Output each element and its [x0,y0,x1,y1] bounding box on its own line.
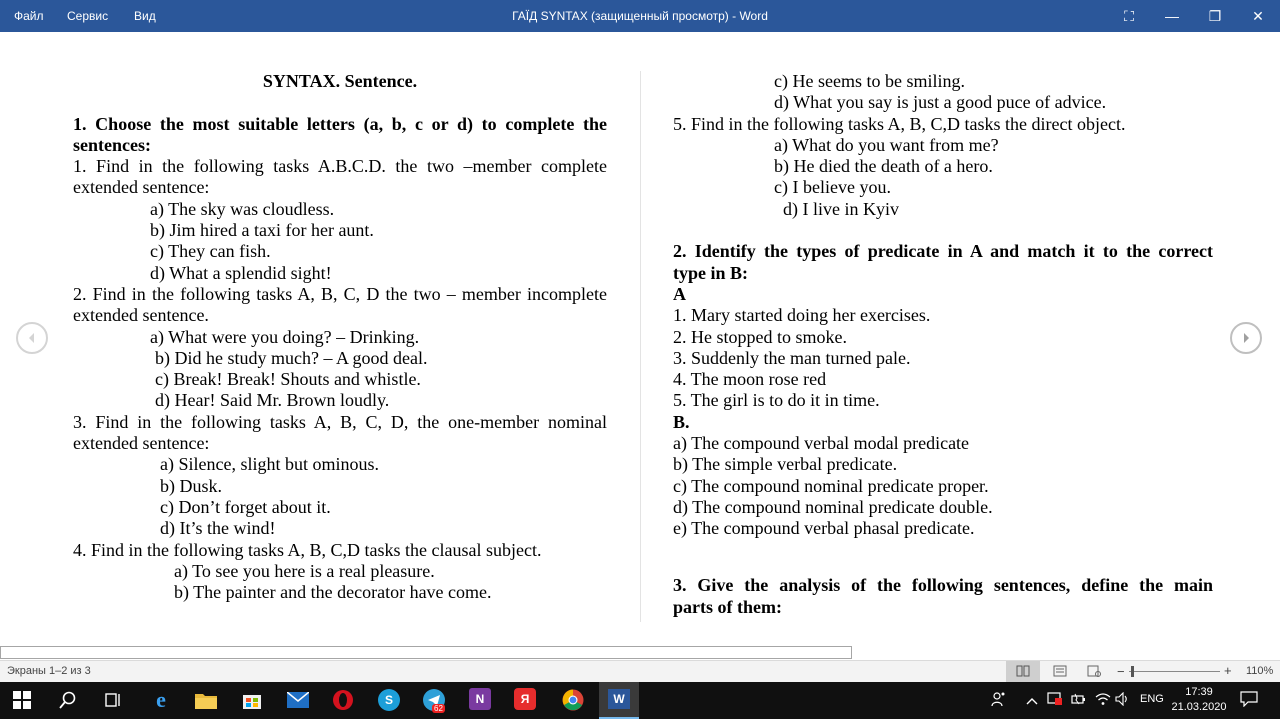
zoom-slider[interactable] [1129,671,1220,672]
question-2-cont: extended sentence. [73,305,209,326]
skype-letter: S [384,693,393,707]
people-icon [991,691,1007,707]
mail-app[interactable] [286,688,310,712]
focus-mode-icon: ⛶ [1124,7,1134,24]
window-title: ГАЇД SYNTAX (защищенный просмотр) - Word [512,9,768,23]
wifi-icon [1095,692,1111,706]
a-item-5: 5. The girl is to do it in time. [673,390,880,411]
column-b-label: B. [673,411,690,432]
q2-option-b: b) Did he study much? – A good deal. [155,347,428,368]
focus-mode-button[interactable] [1107,0,1151,32]
security-tray-button[interactable] [1047,692,1063,711]
yandex-app[interactable] [514,688,536,710]
restore-icon: ❐ [1208,7,1222,24]
q2-option-a: a) What were you doing? – Drinking. [150,326,420,347]
clock[interactable] [1170,685,1228,715]
task2-title: 2. Identify the types of predicate in A and match it to the correct [673,241,1213,262]
word-app-active[interactable] [599,682,639,719]
b-item-e: e) The compound verbal phasal predicate. [673,518,975,539]
chrome-app[interactable] [561,688,585,712]
zoom-level[interactable]: 110% [1246,665,1274,677]
status-bar [0,660,1280,682]
a-item-2: 2. He stopped to smoke. [673,326,847,347]
q5-option-b: b) He died the death of a hero. [774,156,993,177]
column-a-label: A [673,283,686,304]
skype-app[interactable] [377,688,401,712]
power-tray-button[interactable] [1071,692,1087,711]
q3-option-b: b) Dusk. [160,475,222,496]
q4-option-c: c) He seems to be smiling. [774,71,965,91]
people-button[interactable] [991,691,1007,710]
q4-option-b: b) The painter and the decorator have come. [174,582,492,603]
action-center-button[interactable] [1240,691,1258,712]
q5-option-c: c) I believe you. [774,177,891,198]
q5-option-d: d) I live in Kyiv [783,198,899,219]
search-button[interactable] [59,691,77,714]
minimize-button[interactable] [1150,0,1194,32]
yandex-icon: Я [520,692,530,706]
close-button[interactable] [1236,0,1280,32]
spacer [673,540,1213,574]
question-1-cont: extended sentence: [73,177,210,198]
speaker-icon [1115,692,1131,706]
volume-tray-button[interactable] [1115,692,1131,711]
menu-service[interactable]: Сервис [67,9,109,23]
telegram-badge: 62 [434,704,443,713]
q1-option-a: a) The sky was cloudless. [150,198,335,219]
spacer [673,220,1213,241]
clock-date: 21.03.2020 [1171,701,1227,713]
q1-option-d: d) What a splendid sight! [150,262,332,283]
task3-title: 3. Give the analysis of the following sentences, define the main [673,574,1213,595]
page-layout-icon [1053,665,1067,677]
onenote-app[interactable] [469,688,491,710]
q3-option-c: c) Don’t forget about it. [160,496,331,517]
q1-option-c: c) They can fish. [150,241,271,262]
arrow-right-icon [1240,332,1252,344]
horizontal-scrollbar[interactable] [0,646,852,659]
menu-file[interactable]: Файл [14,9,44,23]
q4-option-d: d) What you say is just a good puce of advice. [774,92,1107,113]
next-screen-button[interactable] [1230,322,1262,354]
input-language[interactable]: ENG [1140,693,1164,705]
question-1: 1. Find in the following tasks A.B.C.D. the two –member complete [73,156,607,177]
task-view-button[interactable] [104,691,122,714]
search-icon [59,691,77,709]
opera-icon [332,689,354,711]
zoom-slider-thumb[interactable] [1131,666,1134,677]
windows-icon [13,691,31,709]
mail-icon [287,692,309,708]
edge-app[interactable] [149,688,173,712]
task3-title-cont: parts of them: [673,596,782,617]
page-separator [640,71,641,622]
start-button[interactable] [13,691,31,714]
a-item-3: 3. Suddenly the man turned pale. [673,347,911,368]
store-icon [242,690,262,710]
task1-title-cont: sentences: [73,134,151,155]
document-heading: SYNTAX. Sentence. [262,71,418,91]
menu-view[interactable]: Вид [134,9,156,23]
zoom-in-button[interactable]: + [1224,663,1232,678]
battery-plug-icon [1071,692,1087,706]
q5-option-a: a) What do you want from me? [774,134,999,155]
print-layout-button[interactable] [1047,661,1073,682]
page-counter: Экраны 1–2 из 3 [7,665,91,677]
chevron-up-icon [1026,696,1038,706]
b-item-c: c) The compound nominal predicate proper. [673,475,989,496]
b-item-a: a) The compound verbal modal predicate [673,433,970,454]
restore-button[interactable] [1193,0,1237,32]
left-column [73,71,607,603]
word-letter: W [613,692,625,706]
title-bar [0,0,1280,32]
a-item-4: 4. The moon rose red [673,369,827,390]
minimize-icon: — [1165,8,1179,24]
b-item-b: b) The simple verbal predicate. [673,454,898,475]
question-3-cont: extended sentence: [73,433,210,454]
notification-icon [1240,691,1258,707]
q4-option-a: a) To see you here is a real pleasure. [174,560,435,581]
web-layout-icon [1087,665,1101,677]
taskbar [0,682,1280,719]
skype-icon [378,689,400,711]
task-view-icon [104,691,122,709]
q1-option-b: b) Jim hired a taxi for her aunt. [150,220,374,241]
shield-warning-icon [1047,692,1063,706]
spacer [73,92,607,113]
store-app[interactable] [240,688,264,712]
close-icon: ✕ [1252,7,1264,24]
network-tray-button[interactable] [1095,692,1111,711]
arrow-left-icon [26,332,38,344]
zoom-out-button[interactable]: − [1117,664,1125,679]
q3-option-a: a) Silence, slight but ominous. [160,454,379,475]
right-column [673,71,1213,618]
previous-screen-button[interactable] [16,322,48,354]
question-2: 2. Find in the following tasks A, B, C, D the two – member incomplete [73,283,607,304]
web-layout-button[interactable] [1081,661,1107,682]
onenote-icon: N [475,692,485,706]
read-mode-button[interactable] [1006,661,1040,682]
q3-option-d: d) It’s the wind! [160,518,276,539]
opera-app[interactable] [331,688,355,712]
question-3: 3. Find in the following tasks A, B, C, D, the one-member nominal [73,411,607,432]
folder-icon [195,691,217,709]
edge-icon: e [156,687,166,712]
show-hidden-icons-button[interactable] [1026,693,1038,711]
task1-title: 1. Choose the most suitable letters (a, b, c or d) to complete the [73,113,607,134]
clock-time: 17:39 [1185,686,1213,698]
a-item-1: 1. Mary started doing her exercises. [673,305,931,326]
word-icon [608,689,630,709]
file-explorer-app[interactable] [194,688,218,712]
q2-option-d: d) Hear! Said Mr. Brown loudly. [155,390,390,411]
q2-option-c: c) Break! Break! Shouts and whistle. [155,369,421,390]
task2-title-cont: type in B: [673,262,749,283]
book-icon [1016,665,1030,677]
question-4: 4. Find in the following tasks A, B, C,D tasks the clausal subject. [73,539,542,560]
chrome-icon [562,689,584,711]
b-item-d: d) The compound nominal predicate double. [673,496,993,517]
question-5: 5. Find in the following tasks A, B, C,D tasks the direct object. [673,113,1126,134]
